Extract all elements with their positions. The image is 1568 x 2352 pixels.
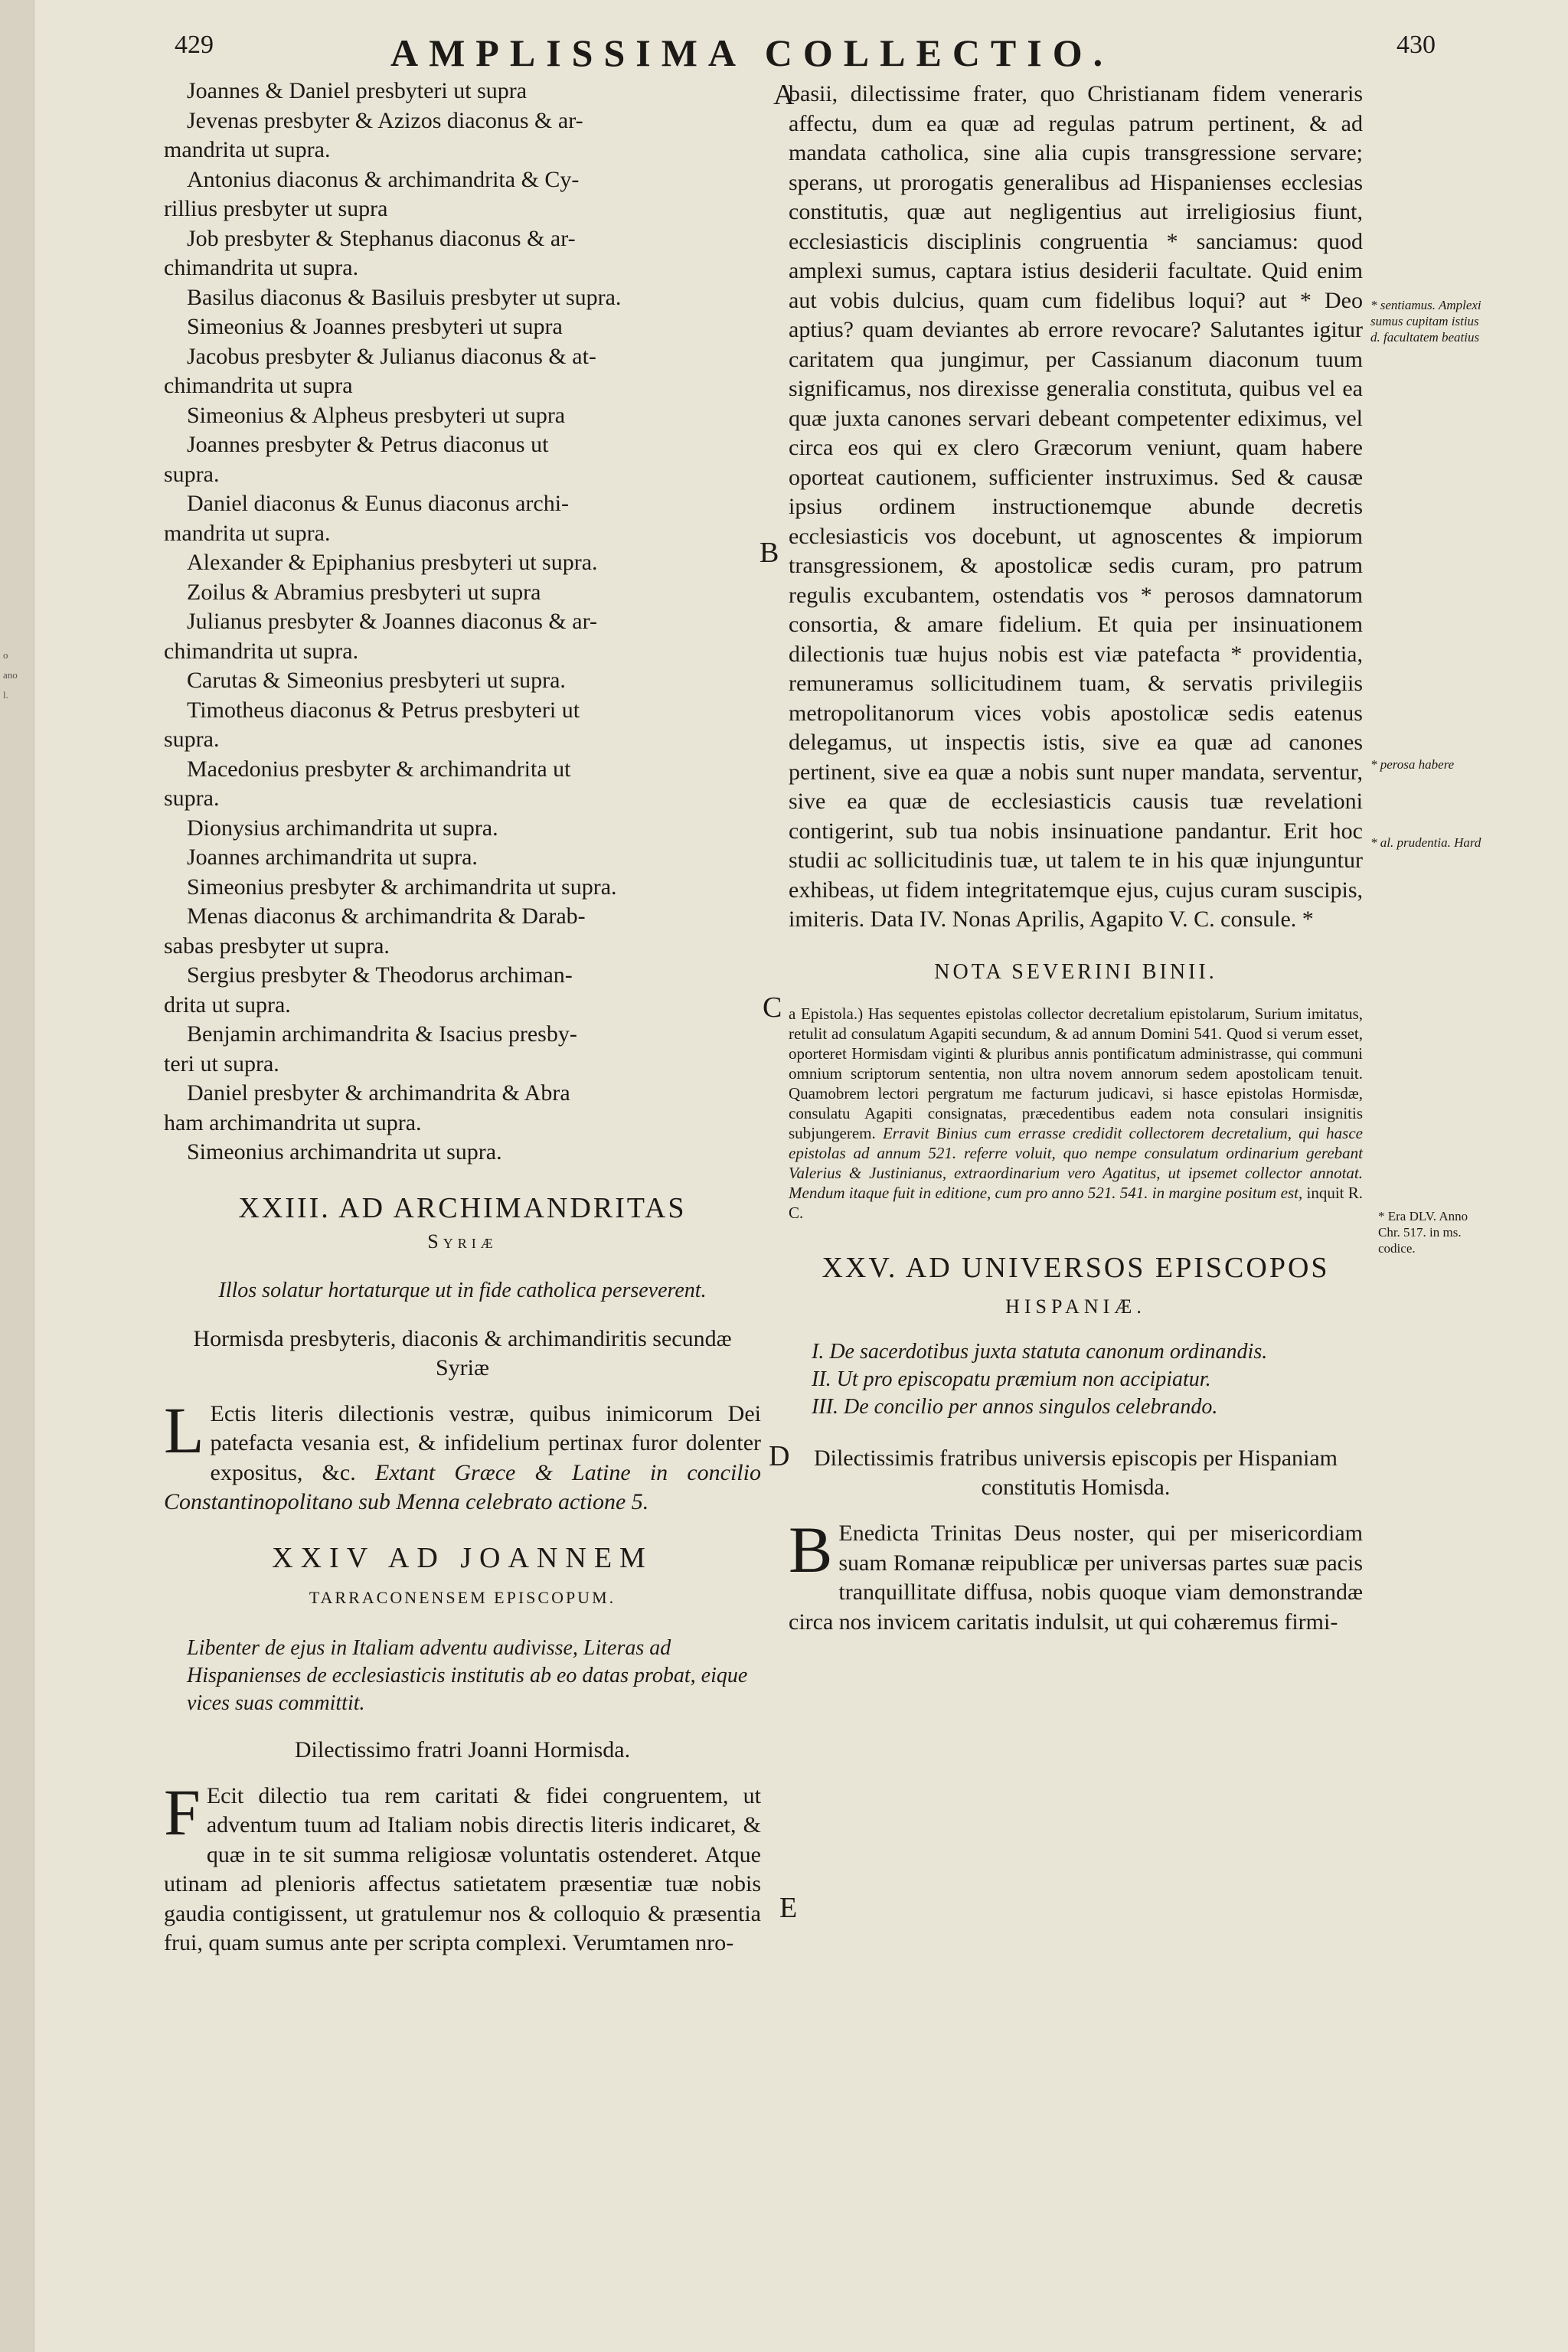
signatory-line: Zoilus & Abramius presbyteri ut supra [187,579,541,605]
section-23-italic: Extant Græce & Latine in concilio Constantinopolitano sub Menna celebrato actione 5. [164,1459,761,1514]
section-23-body [164,1393,761,1517]
section-25-text: Enedicta Trinitas Deus noster, qui per misericordiam suam Romanæ reipublicæ per universas partes suæ pacis tranquillitate diffusa, nobis quoque viam demonstrandæ circa nos invicem caritatis indulsit, ut qui cohæremus firmi- [789,1521,1363,1635]
nota-title: NOTA SEVERINI BINII. [934,959,1217,984]
section-24-summary: Libenter de ejus in Italiam adventu audivisse, Literas ad Hispanienses de ecclesiasticis institutis ab eo datas probat, eique vices suas committit. [187,1635,748,1715]
signatory-line: Simeonius archimandrita ut supra. [187,1139,502,1165]
section-24-body [164,1775,761,1958]
signatory-line: Job presbyter & Stephanus diaconus & ar- [187,225,576,251]
margin-note: * al. prudentia. Hard [1370,835,1481,850]
edge-mark: o [3,649,8,661]
section-23-subtitle: Syriæ [427,1230,498,1253]
right-column [789,80,1363,1637]
signatory-line: rillius presbyter ut supra [164,196,388,221]
signatory-line: Jacobus presbyter & Julianus diaconus & at- [187,343,596,369]
signatory-line: Simeonius presbyter & archimandrita ut supra. [187,874,617,900]
signatory-line: Alexander & Epiphanius presbyteri ut supra. [187,550,598,575]
signatory-line: Jevenas presbyter & Azizos diaconus & ar- [187,107,583,133]
signatory-line: Benjamin archimandrita & Isacius presby- [187,1021,577,1047]
nota-text: a Epistola.) Has sequentes epistolas collector decretalium epistolarum, Surium imitatus, retulit ad consulatum Agapiti secundum, & ad annum Domini 541. Quod si verum esset, oporteret Hormisdam viginti & pluribus annis pontificatum administrasse, qui communi omnium scriptorum sententia, non ultra novem annorum sedem apostolicam tenuit. Quamobrem lectori pergratum me facturum judicavi, si hasce epistolas Hormisdæ, consulatu Agapiti consignatas, præcedentibus eadem nota consulari insignitis subjungerem. [789,1004,1363,1142]
nota-end: inquit R. C. [789,1184,1364,1222]
left-column [164,77,761,1958]
signatory-line: Carutas & Simeonius presbyteri ut supra. [187,668,566,693]
signatory-line: Antonius diaconus & archimandrita & Cy- [187,166,580,192]
edge-mark: ano [3,669,18,681]
section-23-title: XXIII. AD ARCHIMANDRITAS [238,1191,687,1224]
list-item: III. De concilio per annos singulos celebrando. [812,1395,1218,1419]
nota-italic: Erravit Binius cum errasse credidit collectorem decretalium, qui hasce epistolas ad annum 521. referre voluit, quo nempe consulatum ordinarium gerebant Valerius & Justinianus, extraordinarium vero Agatitus, ut ipsemet collector annotat. Mendum itaque fuit in editione, cum pro anno 521. 541. in margine positum est, [789,1124,1363,1202]
section-23-text: Ectis literis dilectionis vestræ, quibus inimicorum Dei patefacta vesania est, & infidelium pertinax furor dolenter expositus, &c. [210,1400,761,1485]
section-23-address: Hormisda presbyteris, diaconis & archimandiritis secundæ Syriæ [193,1325,732,1380]
signatory-line: chimandrita ut supra. [164,255,359,280]
signatory-line: Simeonius & Alpheus presbyteri ut supra [187,402,566,428]
signatory-line: Sergius presbyter & Theodorus archiman- [187,962,573,988]
section-25-body [789,1513,1363,1637]
section-letter-d: D [769,1440,790,1472]
section-25-subtitle: HISPANIÆ. [1005,1295,1146,1318]
drop-cap: B [789,1513,833,1586]
signatory-line: Daniel presbyter & archimandrita & Abra [187,1080,570,1106]
list-item: I. De sacerdotibus juxta statuta canonum ordinandis. [812,1340,1268,1364]
section-24-address: Dilectissimo fratri Joanni Hormisda. [294,1736,631,1762]
edge-mark: l. [3,689,8,701]
margin-note: * Era DLV. Anno Chr. 517. in ms. codice. [1378,1209,1468,1256]
section-24-text: Ecit dilectio tua rem caritati & fidei congruentem, ut adventum tuum ad Italiam nobis directis literis indicaret, & quæ in te sit summa religiosæ voluntatis ostenderet. Atque utinam ad plenioris affectus satietatem præsentiæ tuæ nobis gaudia contigissent, ut gratulemur nos & colloquio & præsentia frui, quam sumus ante per scripta complexi. Verumtamen nro- [164,1782,761,1955]
section-23-summary: Illos solatur hortaturque ut in fide catholica perseverent. [218,1278,707,1302]
signatory-line: chimandrita ut supra. [164,638,359,664]
signatory-line: Timotheus diaconus & Petrus presbyteri ut [187,697,580,723]
signatory-list [164,77,761,1168]
section-25-address: Dilectissimis fratribus universis episcopis per Hispaniam constitutis Homisda. [813,1446,1338,1500]
nota-body [789,1004,1363,1223]
section-25-items [789,1338,1363,1421]
signatory-line: chimandrita ut supra [164,373,353,398]
signatory-line: supra. [164,727,220,752]
signatory-line: Macedonius presbyter & archimandrita ut [187,756,571,782]
section-25-title: XXV. AD UNIVERSOS EPISCOPOS [822,1252,1330,1284]
section-24-continuation: basii, dilectissime frater, quo Christianam fidem veneraris affectu, dum ea quæ ad regulas patrum pertinent, & ad mandata catholica, sine alia cupis transgressione servare; sperans, ut prorogatis generalibus ad Hispanienses ecclesias constitutis, quæ aut negligentius aut irreligiosius fiunt, ecclesiasticis disciplinis congruentia * sanciamus: quod amplexi sumus, captara istius desiderii facultate. Quid enim aut vobis dulcius, quam cum fidelibus loqui? aut * Deo aptius? quam deviantes ab errore revocare? Salutantes igitur caritatem qua jungimur, per Cassianum diaconum tuum significamus, nos direxisse generalia constituta, quibus vel ea quæ juxta canones servari debeant competenter ediximus, vel circa eos qui ex clero Græcorum veniunt, quam habere oporteat cautionem, sufficienter instruximus. Sed & causæ ipsius ordinem instructionemque abunde decretis ecclesiasticis vos docebunt, ut agnoscentes & impiorum transgressionem, & apostolicæ sedis curam, pro patrum regulis excubantem, ostendatis vos * perosos damnatorum consortia, & amare fidelium. Et quia per insinuationem dilectionis tuæ hujus nobis est viæ patefacta * providentia, remuneramus sollicitudinem tuam, & servatis privilegiis metropolitanorum vices vobis apostolicæ sedis eatenus delegamus, ut inspectis istis, sive ea quæ ad canones pertinent, sive ea quæ a nobis sunt nuper mandata, serventur, sive ea quæ de ecclesiasticis causis tuæ revelationi contigerint, sub tua nobis insinuatione pandantur. Erit hoc studii ac sollicitudinis tuæ, ut talem te in his quæ injunguntur exhibeas, ut fidem integritatemque ejus, cujus curam suscipis, imiteris. Data IV. Nonas Aprilis, Agapito V. C. consule. * [789,81,1363,932]
signatory-line: Julianus presbyter & Joannes diaconus & ar- [187,609,597,634]
signatory-line: drita ut supra. [164,991,291,1018]
signatory-line: Joannes & Daniel presbyteri ut supra [187,78,528,103]
list-item: II. Ut pro episcopatu præmium non accipiatur. [812,1367,1211,1391]
section-letter-e: E [779,1892,798,1924]
section-24-title: XXIV AD JOANNEM [272,1541,653,1574]
signatory-line: ham archimandrita ut supra. [164,1109,422,1135]
signatory-line: mandrita ut supra. [164,520,331,546]
signatory-line: Daniel diaconus & Eunus diaconus archi- [187,491,570,516]
signatory-line: mandrita ut supra. [164,137,331,162]
drop-cap: F [164,1775,201,1849]
signatory-line: sabas presbyter ut supra. [164,933,390,959]
section-letter-c: C [763,991,782,1024]
running-head: AMPLISSIMA COLLECTIO. [390,31,1114,74]
margin-note: * perosa habere [1370,757,1455,772]
section-24-subtitle: TARRACONENSEM EPISCOPUM. [309,1588,616,1607]
signatory-line: Basilus diaconus & Basiluis presbyter ut supra. [187,284,622,310]
signatory-line: teri ut supra. [164,1050,279,1076]
drop-cap: L [164,1393,204,1467]
section-letter-a: A [773,79,795,111]
section-letter-b: B [760,537,779,569]
signatory-line: Joannes presbyter & Petrus diaconus ut [187,432,549,457]
page-number-right: 430 [1396,31,1436,59]
signatory-line: supra. [164,461,220,487]
signatory-line: Dionysius archimandrita ut supra. [187,815,498,841]
facing-page-edge [0,0,34,2352]
signatory-line: Simeonius & Joannes presbyteri ut supra [187,314,563,339]
signatory-line: Joannes archimandrita ut supra. [187,844,478,870]
margin-note: * sentiamus. Amplexi sumus cupitam istius d. facultatem beatius [1370,298,1481,345]
signatory-line: Menas diaconus & archimandrita & Darab- [187,903,586,929]
signatory-line: supra. [164,786,220,811]
page-number-left: 429 [175,31,214,59]
